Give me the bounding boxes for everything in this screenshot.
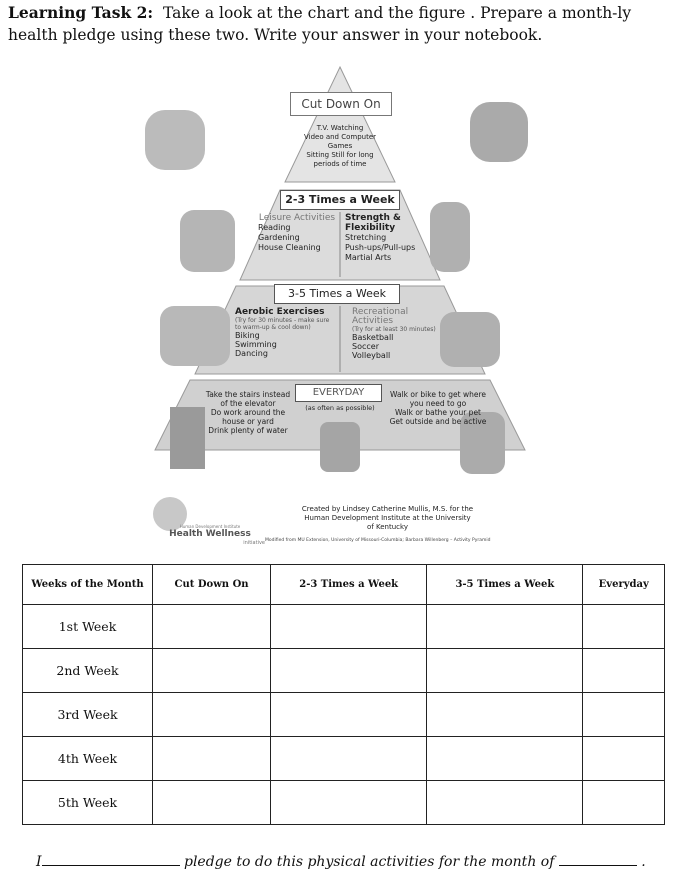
- col-cut-down: Cut Down On: [153, 565, 271, 605]
- answer-cell[interactable]: [427, 649, 583, 693]
- aerobic-note: (Try for 30 minutes - make sure to warm-up & cool down): [235, 317, 330, 331]
- week-label: 2nd Week: [23, 649, 153, 693]
- week-label: 5th Week: [23, 781, 153, 825]
- leisure-activities: [258, 213, 336, 253]
- strength-item: Push-ups/Pull-ups: [345, 243, 416, 252]
- pledge-table: [22, 564, 665, 825]
- answer-cell[interactable]: [153, 781, 271, 825]
- everyday-item: Walk or bathe your pet: [394, 408, 481, 417]
- answer-cell[interactable]: [427, 605, 583, 649]
- week-label: 4th Week: [23, 737, 153, 781]
- answer-cell[interactable]: [153, 649, 271, 693]
- name-blank[interactable]: [42, 851, 180, 866]
- leisure-title: Leisure Activities: [258, 213, 336, 223]
- pledge-end: .: [641, 854, 646, 870]
- everyday-item: Walk or bike to get where you need to go: [390, 390, 486, 408]
- answer-cell[interactable]: [583, 649, 665, 693]
- cut-down-item: Sitting Still for long periods of time: [306, 151, 374, 168]
- leisure-item: House Cleaning: [258, 243, 321, 252]
- everyday-right-list: [388, 390, 488, 426]
- week-label: 1st Week: [23, 605, 153, 649]
- everyday-note: (as often as possible): [305, 404, 375, 412]
- recreational-note: (Try for at least 30 minutes): [352, 326, 436, 333]
- gardening-illustration: [180, 210, 235, 272]
- tier3-label: 3-5 Times a Week: [274, 284, 400, 304]
- drinking-water-illustration: [320, 422, 360, 472]
- strength-flexibility: [345, 213, 427, 263]
- family-illustration: [145, 110, 205, 170]
- pyramid-modified-note: Modified from MU Extension, University of Missouri-Columbia; Barbara Willenberg – Activity Pyramid: [265, 538, 491, 543]
- couch-gamer-illustration: [470, 102, 528, 162]
- aerobic-title: Aerobic Exercises: [235, 307, 325, 317]
- col-2-3-times: 2-3 Times a Week: [271, 565, 427, 605]
- answer-cell[interactable]: [427, 737, 583, 781]
- answer-cell[interactable]: [427, 693, 583, 737]
- answer-cell[interactable]: [153, 693, 271, 737]
- task-text: Take a look at the chart and the figure . Prepare a month-ly health pledge using these two. Write your answer in your notebook.: [8, 4, 632, 44]
- stretching-illustration: [430, 202, 470, 272]
- wellness-logo-top: Human Development Institute: [179, 524, 241, 529]
- everyday-item: Do work around the house or yard: [210, 408, 286, 426]
- task-heading: Learning Task 2:: [8, 3, 154, 22]
- month-blank[interactable]: [559, 851, 637, 866]
- strength-title: Strength & Flexibility: [345, 213, 401, 233]
- recreational-item: Basketball: [352, 333, 394, 342]
- table-row: [23, 781, 665, 825]
- table-row: [23, 693, 665, 737]
- answer-cell[interactable]: [427, 781, 583, 825]
- aerobic-item: Swimming: [235, 340, 277, 349]
- activity-pyramid: [140, 62, 540, 552]
- cut-down-list: [300, 124, 380, 169]
- tier2-label: 2-3 Times a Week: [280, 190, 400, 210]
- leisure-item: Gardening: [258, 233, 300, 242]
- table-row: [23, 649, 665, 693]
- aerobic-item: Dancing: [235, 349, 268, 358]
- answer-cell[interactable]: [583, 693, 665, 737]
- everyday-label: EVERYDAY: [295, 384, 382, 402]
- biking-illustration: [160, 306, 230, 366]
- answer-cell[interactable]: [583, 737, 665, 781]
- everyday-item: Take the stairs instead of the elevator: [205, 390, 291, 408]
- cut-down-label: Cut Down On: [290, 92, 392, 116]
- answer-cell[interactable]: [271, 781, 427, 825]
- leisure-item: Reading: [258, 223, 291, 232]
- recreational-item: Volleyball: [352, 351, 391, 360]
- pledge-middle: pledge to do this physical activities for the month of: [183, 854, 555, 870]
- wellness-logo: Health Wellness: [169, 529, 251, 539]
- week-label: 3rd Week: [23, 693, 153, 737]
- cut-down-item: T.V. Watching: [316, 124, 364, 132]
- everyday-left-list: [202, 390, 294, 435]
- answer-cell[interactable]: [271, 737, 427, 781]
- wellness-logo-sub: initiative: [243, 540, 265, 546]
- answer-cell[interactable]: [271, 693, 427, 737]
- col-everyday: Everyday: [583, 565, 665, 605]
- answer-cell[interactable]: [583, 781, 665, 825]
- pyramid-credit: Created by Lindsey Catherine Mullis, M.S. for the Human Development Institute at the University of Kentucky: [301, 505, 474, 531]
- strength-item: Martial Arts: [345, 253, 392, 262]
- everyday-item: Drink plenty of water: [208, 426, 288, 435]
- answer-cell[interactable]: [271, 605, 427, 649]
- recreational-activities: [352, 308, 442, 360]
- task-instructions: [8, 2, 684, 46]
- table-row: [23, 737, 665, 781]
- col-3-5-times: 3-5 Times a Week: [427, 565, 583, 605]
- aerobic-exercises: [235, 308, 335, 358]
- strength-item: Stretching: [345, 233, 387, 242]
- pledge-sentence: [36, 851, 646, 870]
- cut-down-item: Video and Computer Games: [303, 133, 377, 150]
- table-row: [23, 605, 665, 649]
- pledge-start: I: [36, 854, 42, 870]
- col-weeks: Weeks of the Month: [23, 565, 153, 605]
- everyday-item: Get outside and be active: [389, 417, 487, 426]
- basketball-illustration: [440, 312, 500, 367]
- recreational-title: Recreational Activities: [352, 307, 409, 326]
- recreational-item: Soccer: [352, 342, 379, 351]
- answer-cell[interactable]: [271, 649, 427, 693]
- answer-cell[interactable]: [153, 605, 271, 649]
- aerobic-item: Biking: [235, 331, 260, 340]
- answer-cell[interactable]: [153, 737, 271, 781]
- table-header-row: [23, 565, 665, 605]
- answer-cell[interactable]: [583, 605, 665, 649]
- stairs-illustration: [170, 407, 205, 469]
